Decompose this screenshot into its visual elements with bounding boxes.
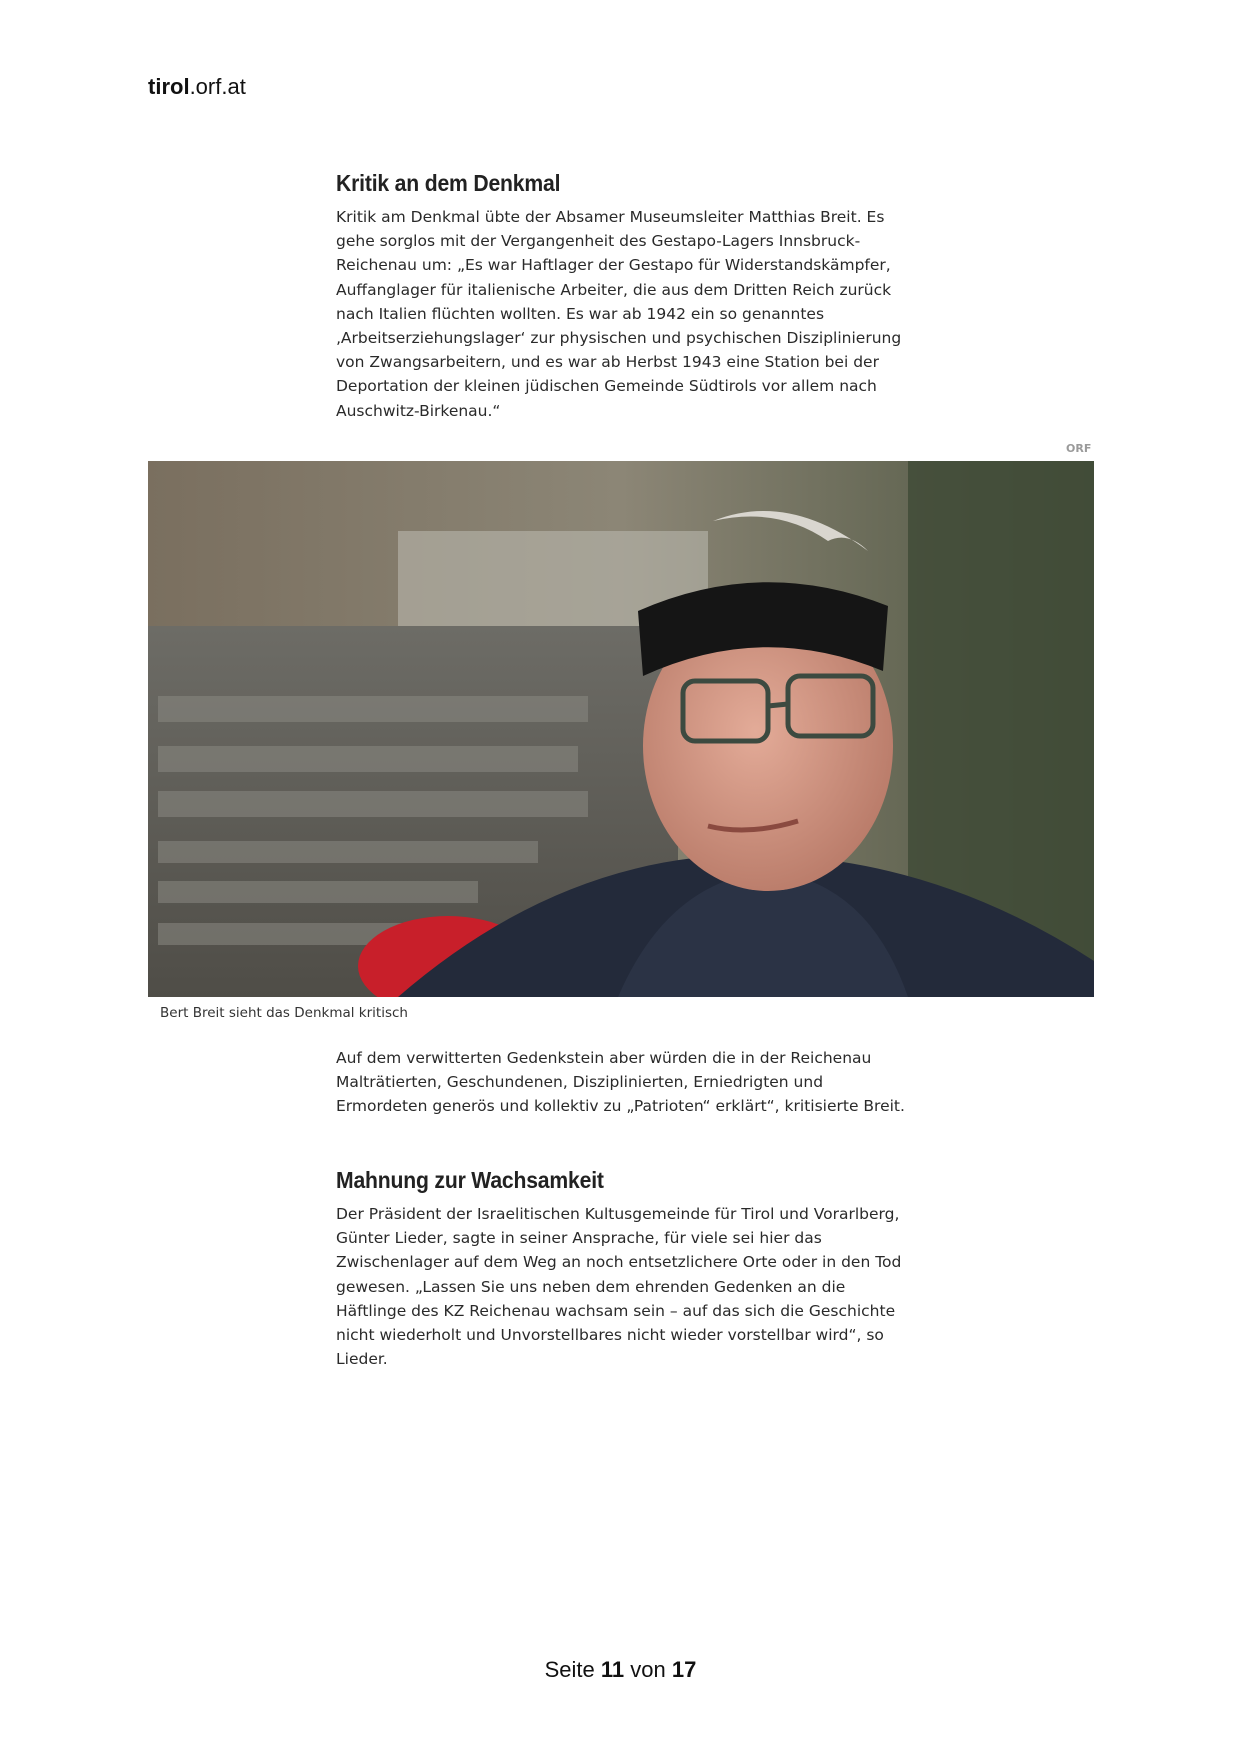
section-paragraph: Kritik am Denkmal übte der Absamer Museumsleiter Matthias Breit. Es gehe sorglos mit der Vergangenheit des Gestapo-Lagers Innsbruck-Reichenau um: „Es war Haftlager der Gestapo für Widerstandskämpfer, Auffanglager für italienische Arbeiter, die aus dem Dritten Reich zurück nach Italien flüchten wollten. Es war ab 1942 ein so genanntes ‚Arbeitserziehungslager‘ zur physischen und psychischen Disziplinierung von Zwangsarbeitern, und es war ab Herbst 1943 eine Station bei der Deportation der kleinen jüdischen Gemeinde Südtirols vor allem nach Auschwitz-Birkenau.“	[336, 208, 902, 420]
paragraph-after-image-block	[336, 1046, 916, 1119]
page-current: 11	[600, 1657, 625, 1682]
section-heading: Mahnung zur Wachsamkeit	[336, 1167, 604, 1193]
article-photo	[148, 461, 1094, 997]
paragraph-after-image: Auf dem verwitterten Gedenkstein aber würden die in der Reichenau Malträtierten, Geschundenen, Disziplinierten, Erniedrigten und Ermordeten generös und kollektiv zu „Patrioten“ erklärt“, kritisierte Breit.	[336, 1049, 905, 1116]
section-paragraph: Der Präsident der Israelitischen Kultusgemeinde für Tirol und Vorarlberg, Günter Lieder, sagte in seiner Ansprache, für viele sei hier das Zwischenlager auf dem Weg an noch entsetzlichere Orte oder in den Tod gewesen. „Lassen Sie uns neben dem ehrenden Gedenken an die Häftlinge des KZ Reichenau wachsam sein – auf das sich die Geschichte nicht wiederholt und Unvorstellbares nicht wieder vorstellbar wird“, so Lieder.	[336, 1205, 902, 1369]
photo-illustration	[148, 461, 1094, 997]
page-middle: von	[630, 1657, 666, 1682]
section-heading: Kritik an dem Denkmal	[336, 170, 561, 196]
section-vigilance	[336, 1167, 916, 1371]
site-logo	[148, 74, 246, 100]
site-logo-bold: tirol	[148, 74, 190, 99]
page-total: 17	[671, 1657, 697, 1682]
image-caption: Bert Breit sieht das Denkmal kritisch	[160, 1005, 408, 1021]
page-prefix: Seite	[544, 1657, 595, 1682]
section-critique	[336, 170, 916, 423]
page-number	[0, 1657, 1241, 1683]
site-logo-rest: .orf.at	[189, 74, 246, 99]
image-credit: ORF	[1066, 442, 1092, 455]
